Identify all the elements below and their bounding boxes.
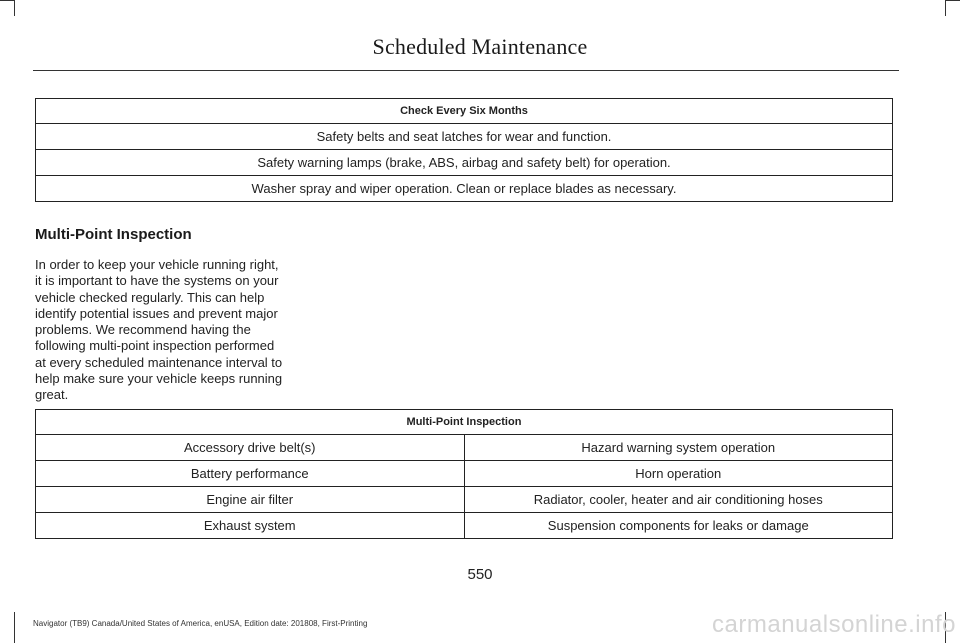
page-number: 550 bbox=[467, 566, 493, 583]
watermark: carmanualsonline.info bbox=[712, 611, 956, 638]
table-header-row bbox=[36, 99, 893, 124]
crop-mark bbox=[14, 0, 15, 16]
table-cell: Safety belts and seat latches for wear and function. bbox=[36, 124, 893, 150]
paragraph-line: identify potential issues and prevent major bbox=[35, 305, 278, 321]
table-cell: Safety warning lamps (brake, ABS, airbag and safety belt) for operation. bbox=[36, 150, 893, 176]
crop-mark bbox=[945, 0, 946, 16]
table-row bbox=[36, 461, 893, 487]
table-row bbox=[36, 176, 893, 202]
paragraph-line: at every scheduled maintenance interval to bbox=[35, 354, 283, 370]
page-title: Scheduled Maintenance bbox=[372, 34, 588, 59]
table-cell: Accessory drive belt(s) bbox=[36, 435, 465, 461]
table-cell: Radiator, cooler, heater and air conditioning hoses bbox=[464, 487, 893, 513]
table-row bbox=[36, 435, 893, 461]
title-divider bbox=[33, 70, 899, 71]
paragraph-line: vehicle checked regularly. This can help bbox=[35, 289, 265, 305]
table-row bbox=[36, 513, 893, 539]
paragraph-line: In order to keep your vehicle running right, bbox=[35, 257, 279, 272]
paragraph-line: following multi-point inspection performed bbox=[35, 338, 275, 354]
table-row bbox=[36, 487, 893, 513]
paragraph-line: great. bbox=[35, 387, 69, 403]
table-cell: Exhaust system bbox=[36, 513, 465, 539]
table-row bbox=[36, 124, 893, 150]
edition-footer: Navigator (TB9) Canada/United States of America, enUSA, Edition date: 201808, First-Printing bbox=[33, 619, 368, 628]
crop-mark bbox=[14, 612, 15, 643]
paragraph-line: help make sure your vehicle keeps running bbox=[35, 371, 283, 387]
table-cell: Horn operation bbox=[464, 461, 893, 487]
table-heading: Multi-Point Inspection bbox=[36, 410, 893, 435]
table-cell: Hazard warning system operation bbox=[464, 435, 893, 461]
section-heading: Multi-Point Inspection bbox=[35, 226, 192, 243]
table-cell: Engine air filter bbox=[36, 487, 465, 513]
table-cell: Battery performance bbox=[36, 461, 465, 487]
table-heading: Check Every Six Months bbox=[36, 99, 893, 124]
table-cell: Washer spray and wiper operation. Clean or replace blades as necessary. bbox=[36, 176, 893, 202]
inspection-paragraph bbox=[35, 257, 307, 404]
paragraph-line: problems. We recommend having the bbox=[35, 322, 251, 338]
six-month-check-table bbox=[35, 98, 893, 202]
crop-mark bbox=[945, 0, 960, 1]
table-row bbox=[36, 150, 893, 176]
table-cell: Suspension components for leaks or damage bbox=[464, 513, 893, 539]
table-header-row bbox=[36, 410, 893, 435]
crop-mark bbox=[0, 0, 15, 1]
paragraph-line: it is important to have the systems on your bbox=[35, 273, 279, 289]
multi-point-inspection-table bbox=[35, 409, 893, 539]
